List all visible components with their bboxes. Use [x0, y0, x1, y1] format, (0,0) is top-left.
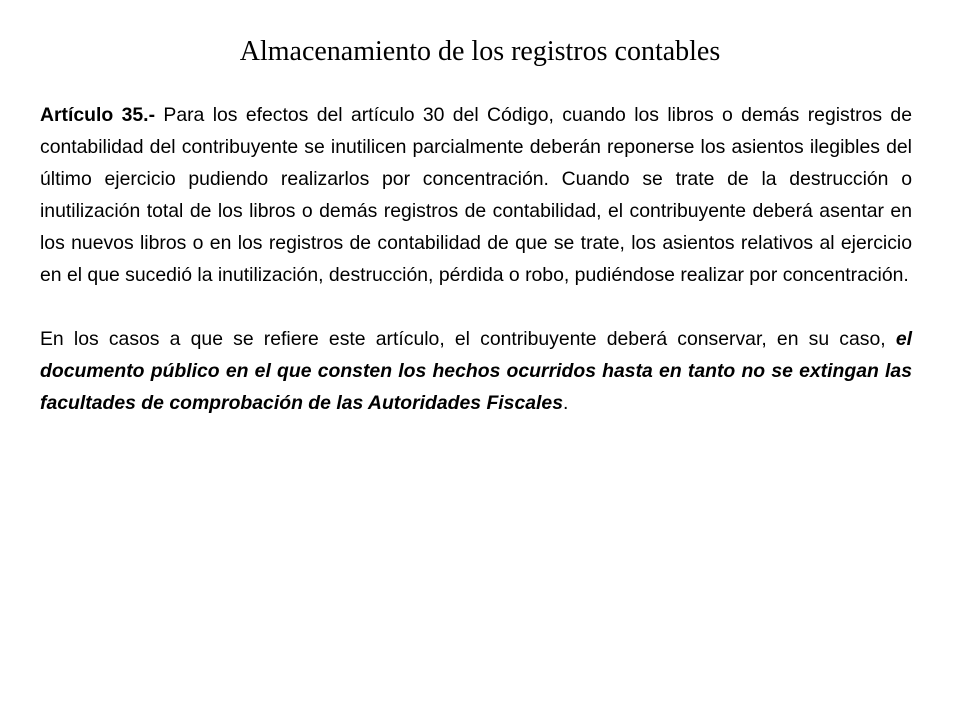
conservation-intro: En los casos a que se refiere este artículo, el contribuyente deberá conservar, en su caso, [40, 328, 896, 350]
article-label: Artículo 35.- [40, 104, 156, 126]
slide-body [40, 99, 912, 419]
article-text: Para los efectos del artículo 30 del Código, cuando los libros o demás registros de contabilidad del contribuyente se inutilicen parcialmente deberán reponerse los asientos ilegibles del último ejercicio pudiendo realizarlos por concentración. Cuando se trate de la destrucción o inutilización total de los libros o demás registros de contabilidad, el contribuyente deberá asentar en los nuevos libros o en los registros de contabilidad de que se trate, los asientos relativos al ejercicio en el que sucedió la inutilización, destrucción, pérdida o robo, pudiéndose realizar por concentración. [40, 104, 912, 286]
conservation-paragraph [40, 323, 912, 419]
article-paragraph [40, 99, 912, 291]
slide-title: Almacenamiento de los registros contables [239, 36, 721, 67]
conservation-ending: . [563, 392, 569, 414]
conservation-emphasis: el documento público en el que consten los hechos ocurridos hasta en tanto no se extingan las facultades de comprobación de las Autoridades Fiscales [40, 328, 912, 414]
